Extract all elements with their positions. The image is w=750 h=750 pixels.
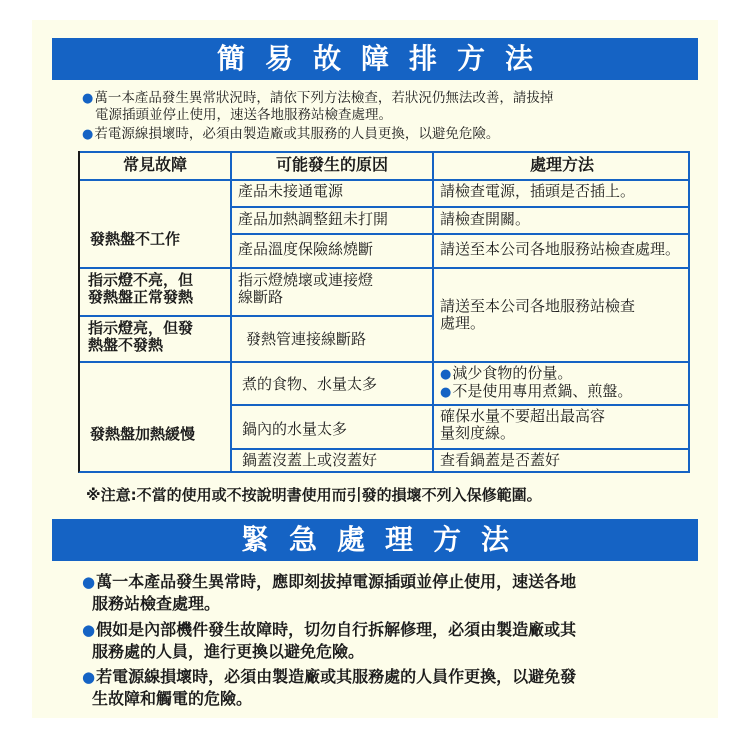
emergency-note-2: ●假如是內部機件發生故障時，切勿自行拆解修理，必須由製造廠或其 服務處的人員，進行更換以避免危險。 bbox=[82, 620, 577, 661]
instruction-panel bbox=[32, 20, 718, 718]
fix-water-level: 確保水量不要超出最高容 量刻度線。 bbox=[440, 407, 606, 442]
bullet-icon: ● bbox=[82, 91, 94, 106]
fix-send-service-2: 請送至本公司各地服務站檢查 處理。 bbox=[440, 297, 636, 332]
fix-send-service: 請送至本公司各地服務站檢查處理。 bbox=[440, 240, 681, 258]
symptom-no-work: 發熱盤不工作 bbox=[90, 230, 181, 248]
header-cause: 可能發生的原因 bbox=[275, 155, 388, 174]
cause-lid-open: 鍋蓋沒蓋上或沒蓋好 bbox=[242, 451, 378, 469]
bullet-icon: ● bbox=[440, 385, 452, 400]
symptom-slow-heat: 發熱盤加熱緩慢 bbox=[90, 425, 196, 443]
fix-reduce-food: ●減少食物的份量。 ●不是使用專用煮鍋、煎盤。 bbox=[440, 364, 633, 400]
cause-too-much-food: 煮的食物、水量太多 bbox=[242, 375, 378, 393]
troubleshooting-table bbox=[78, 151, 690, 473]
emergency-title: 緊急處理方法 bbox=[52, 519, 698, 561]
cause-light-broken: 指示燈燒壞或連接燈 線斷路 bbox=[238, 271, 374, 306]
bullet-icon: ● bbox=[440, 367, 452, 382]
fix-check-lid: 查看鍋蓋是否蓋好 bbox=[440, 451, 561, 469]
header-fix: 處理方法 bbox=[529, 155, 594, 174]
cause-heater-wire: 發熱管連接線斷路 bbox=[246, 330, 367, 348]
fix-check-power: 請檢查電源，插頭是否插上。 bbox=[440, 182, 636, 200]
cause-knob-off: 產品加熱調整鈕未打開 bbox=[238, 210, 389, 228]
cause-too-much-water: 鍋內的水量太多 bbox=[242, 420, 348, 438]
intro-note-1: ●萬一本產品發生異常狀況時，請依下列方法檢查，若狀況仍無法改善，請拔掉 電源插頭並停止使用，速送各地服務站檢查處理。 bbox=[82, 90, 554, 123]
emergency-note-1: ●萬一本產品發生異常時，應即刻拔掉電源插頭並停止使用，速送各地 服務站檢查處理。 bbox=[82, 572, 577, 613]
troubleshooting-title: 簡易故障排方法 bbox=[52, 38, 698, 80]
warranty-footnote: ※注意:不當的使用或不按說明書使用而引發的損壞不列入保修範圍。 bbox=[86, 486, 542, 504]
bullet-icon: ● bbox=[82, 621, 96, 639]
emergency-note-3: ●若電源線損壞時，必須由製造廠或其服務處的人員作更換，以避免發 生故障和觸電的危險。 bbox=[82, 667, 577, 708]
bullet-icon: ● bbox=[82, 127, 94, 142]
bullet-icon: ● bbox=[82, 573, 96, 591]
cause-fuse: 產品溫度保險絲燒斷 bbox=[238, 240, 374, 258]
symptom-light-off: 指示燈不亮，但 發熱盤正常發熱 bbox=[88, 271, 194, 306]
bullet-icon: ● bbox=[82, 668, 96, 686]
header-symptom: 常見故障 bbox=[122, 155, 187, 174]
fix-check-switch: 請檢查開關。 bbox=[440, 210, 531, 228]
cause-no-power: 產品未接通電源 bbox=[238, 182, 344, 200]
symptom-no-heat: 指示燈亮，但發 熱盤不發熱 bbox=[88, 319, 194, 354]
intro-note-2: ●若電源線損壞時，必須由製造廠或其服務的人員更換，以避免危險。 bbox=[82, 126, 500, 142]
